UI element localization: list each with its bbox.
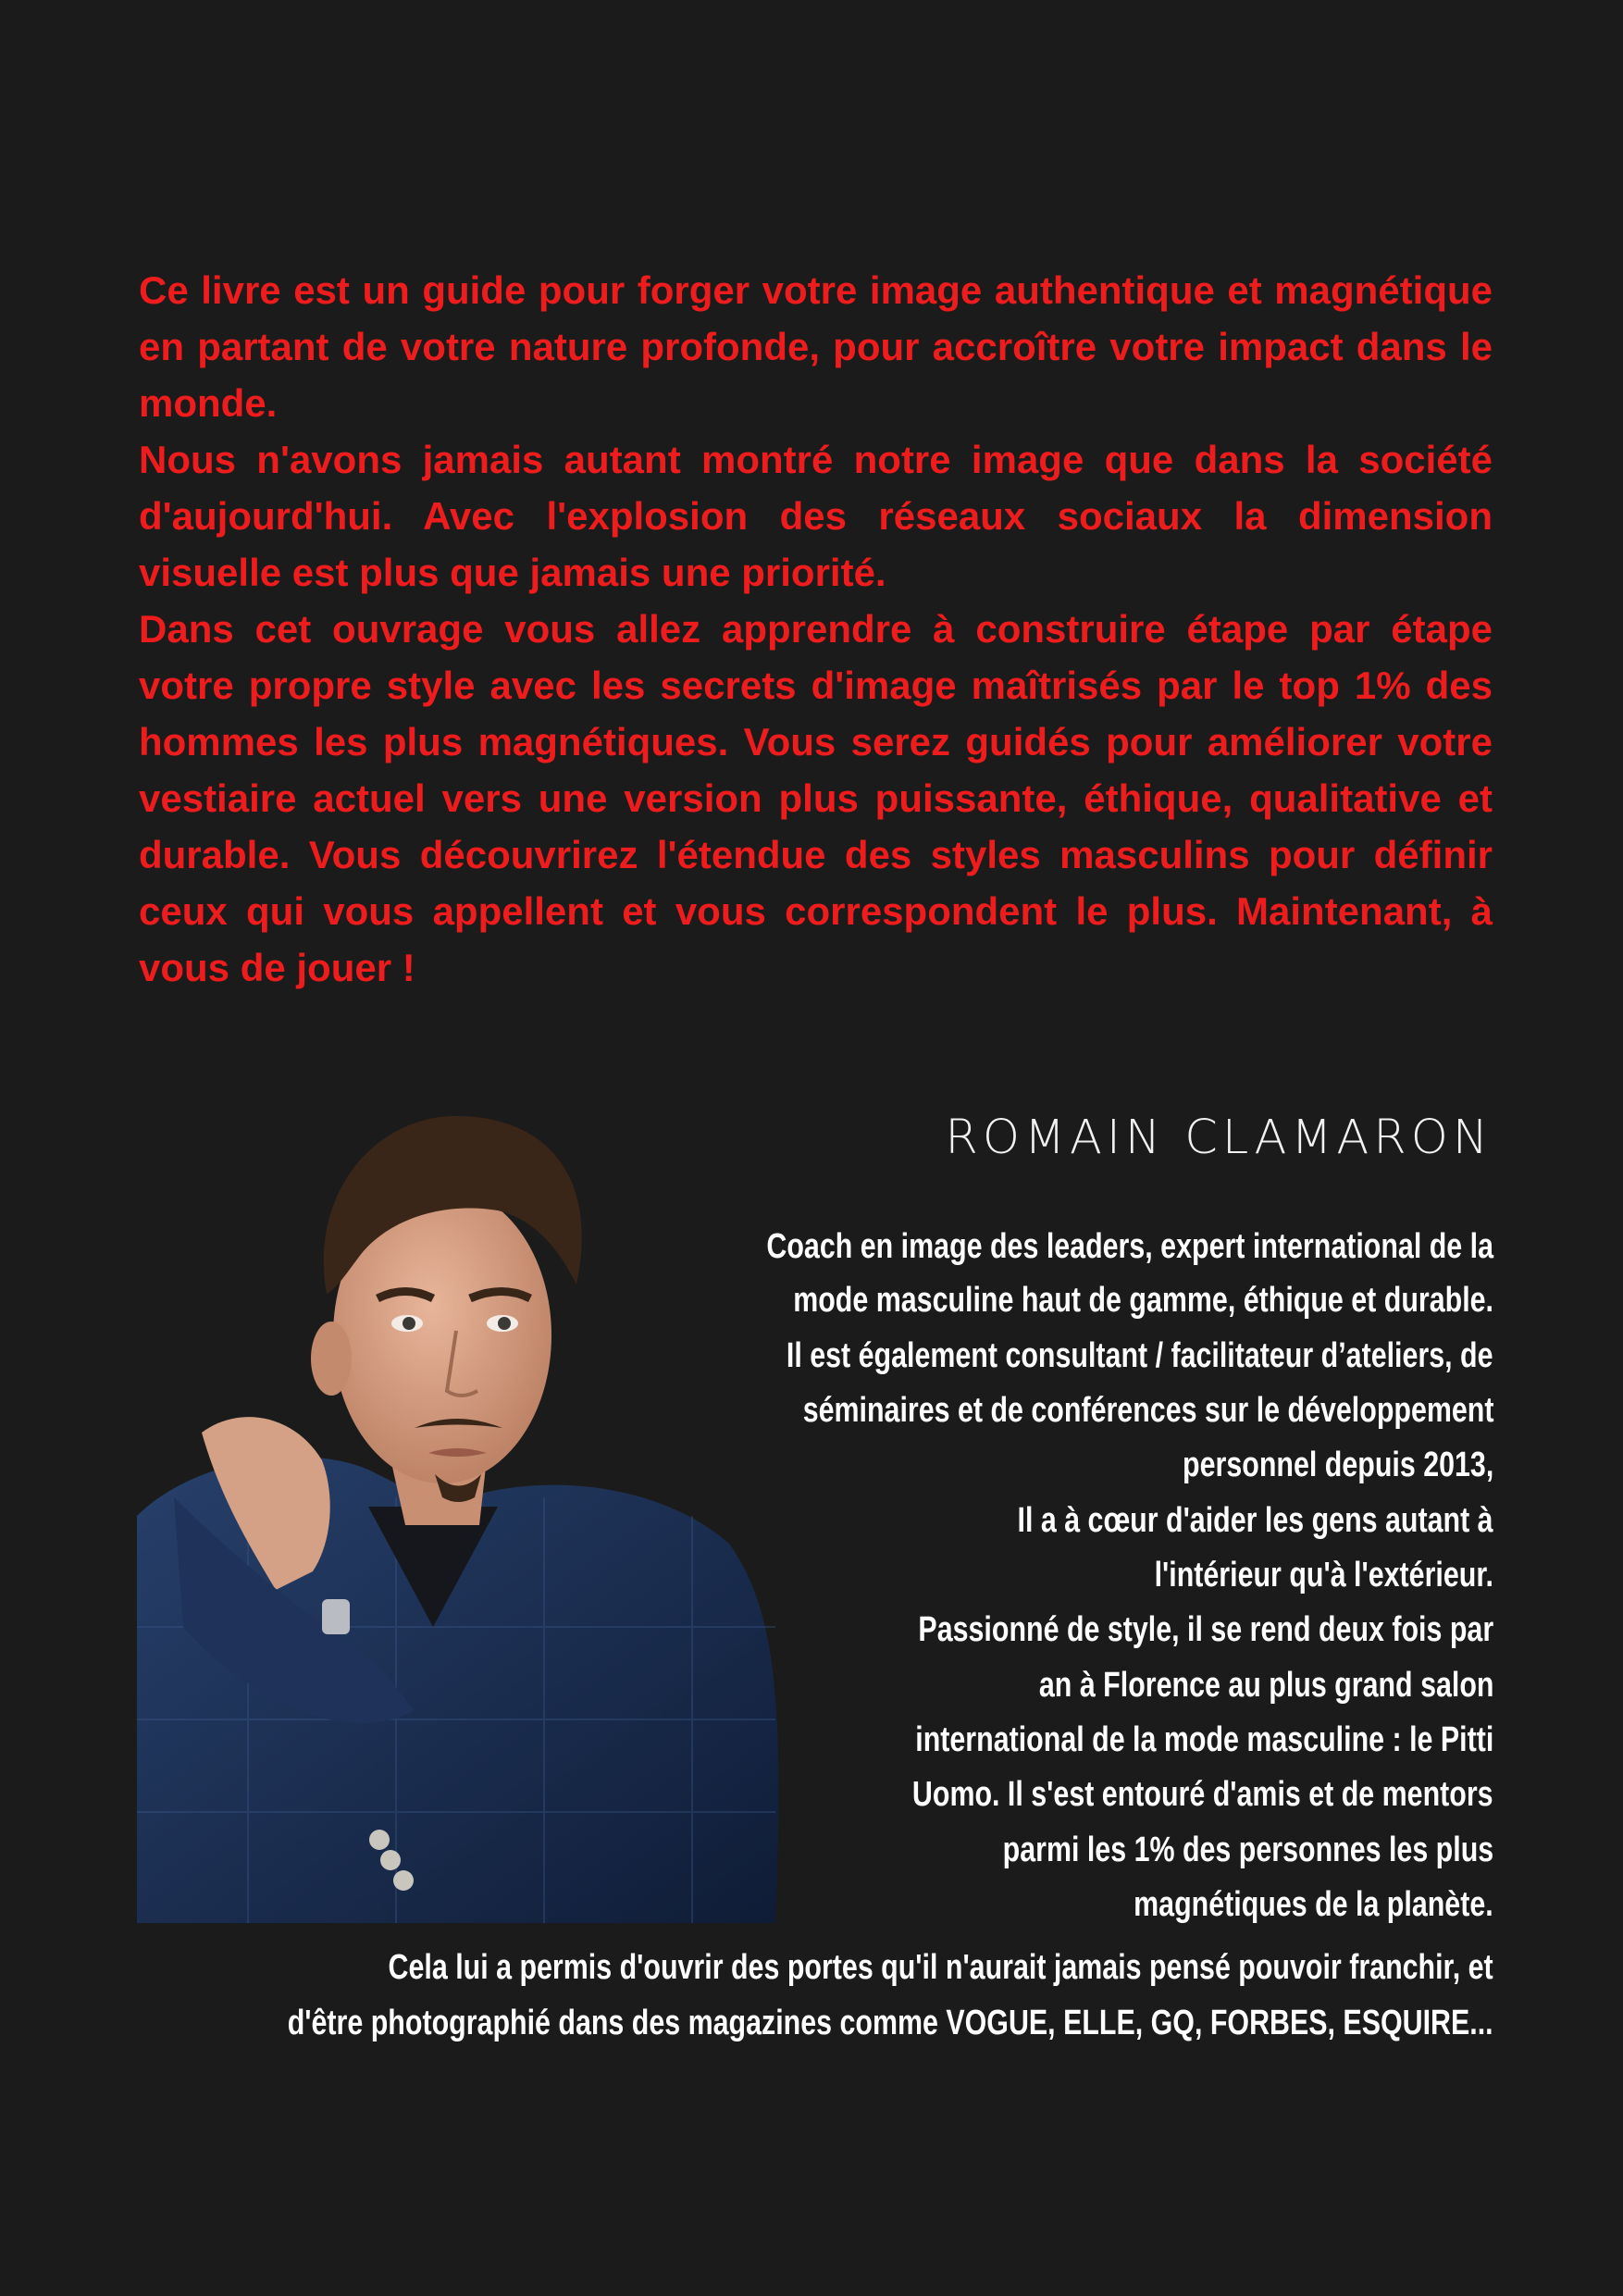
author-portrait: [137, 1109, 787, 1923]
bio-line: Uomo. Il s'est entouré d'amis et de mentors: [912, 1775, 1493, 1814]
bio-line: Passionné de style, il se rend deux fois par: [918, 1610, 1493, 1649]
bio-line: international de la mode masculine : le Pitti: [914, 1720, 1493, 1759]
blurb-paragraph-1: Ce livre est un guide pour forger votre image authentique et magnétique en partant de votre nature profonde, pour accroître votre impact dans le monde.: [139, 268, 1493, 425]
bio-line: magnétiques de la planète.: [1134, 1885, 1493, 1924]
bio-line: séminaires et de conférences sur le développement: [802, 1391, 1493, 1430]
bio-line: an à Florence au plus grand salon: [1038, 1666, 1493, 1705]
bio-line: Cela lui a permis d'ouvrir des portes qu'il n'aurait jamais pensé pouvoir franchir, et: [388, 1948, 1493, 1987]
blurb-paragraph-2: Nous n'avons jamais autant montré notre image que dans la société d'aujourd'hui. Avec l'explosion des réseaux sociaux la dimension visuelle est plus que jamais une priorité.: [139, 438, 1493, 594]
author-name: ROMAIN CLAMARON: [945, 1111, 1493, 1165]
bio-line: Il est également consultant / facilitateur d’ateliers, de: [787, 1336, 1493, 1375]
bio-line: d'être photographié dans des magazines comme VOGUE, ELLE, GQ, FORBES, ESQUIRE...: [288, 2004, 1493, 2042]
bio-line: parmi les 1% des personnes les plus: [1002, 1831, 1493, 1869]
portrait-photo-icon: [137, 1109, 787, 1923]
bio-line: Il a à cœur d'aider les gens autant à: [1017, 1501, 1493, 1540]
bio-line: Coach en image des leaders, expert international de la: [766, 1227, 1493, 1266]
bio-line: l'intérieur qu'à l'extérieur.: [1154, 1556, 1493, 1595]
bio-line: personnel depuis 2013,: [1182, 1446, 1493, 1484]
blurb-paragraph-3: Dans cet ouvrage vous allez apprendre à construire étape par étape votre propre style avec les secrets d'image maîtrisés par le top 1% des hommes les plus magnétiques. Vous serez guidés pour améliorer votre vestiaire actuel vers une version plus puissante, éthique, qualitative et durable. Vous découvrirez l'étendue des styles masculins pour définir ceux qui vous appellent et vous correspondent le plus. Maintenant, à vous de jouer !: [139, 607, 1493, 989]
bio-line: mode masculine haut de gamme, éthique et durable.: [793, 1281, 1493, 1320]
back-cover-blurb: [139, 262, 1493, 996]
